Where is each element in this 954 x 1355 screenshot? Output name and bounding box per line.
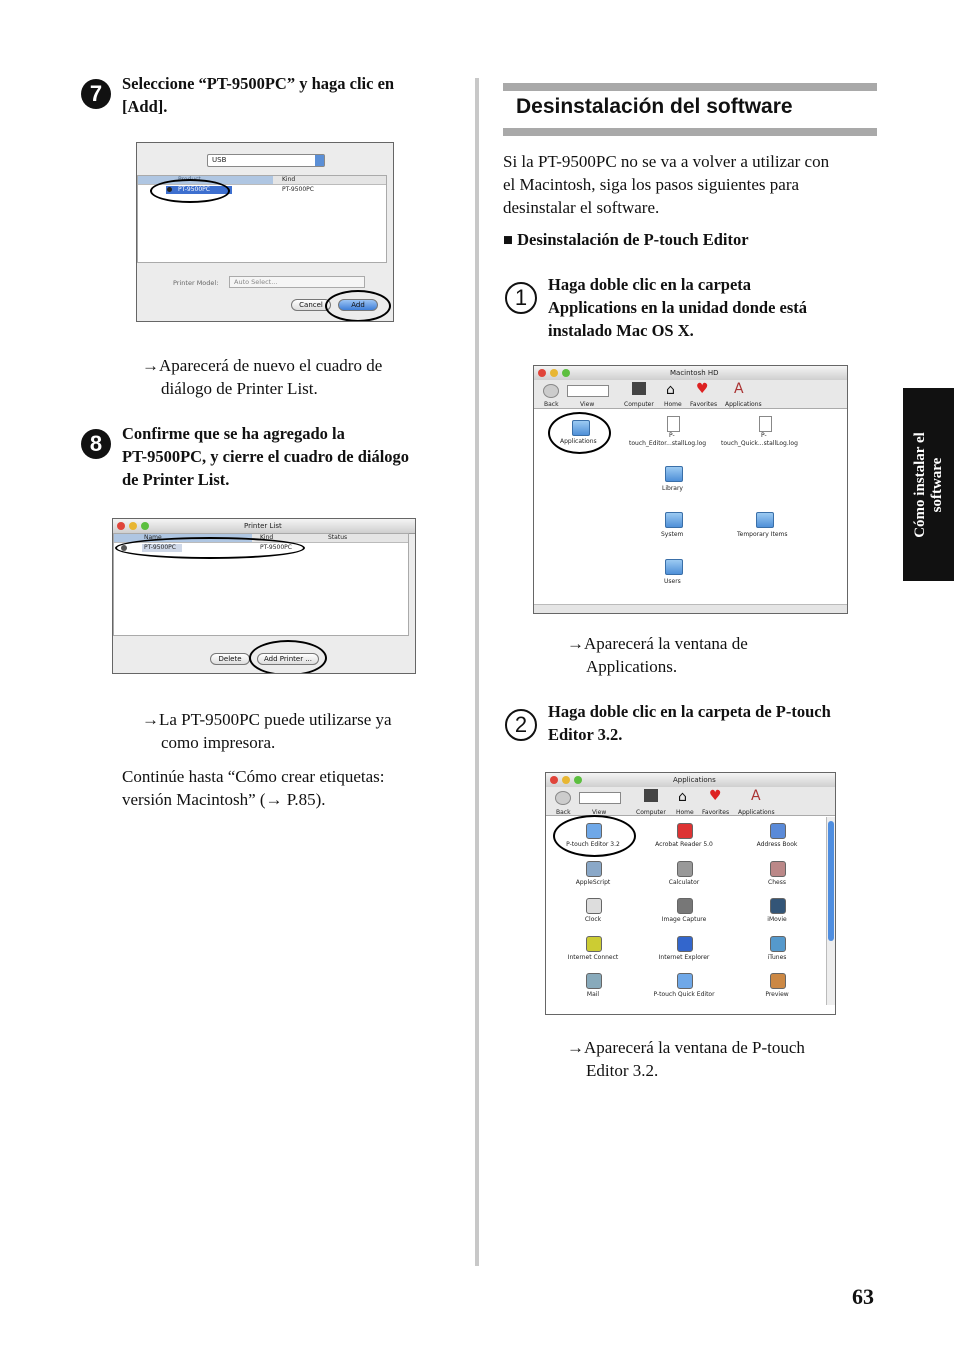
app-icon[interactable] [677, 936, 693, 952]
item-applications: Applications [560, 438, 597, 445]
toolbar-back: Back [544, 401, 559, 408]
window-title: Applications [673, 776, 716, 784]
result-step-7-line-1: →Aparecerá de nuevo el cuadro de [142, 356, 383, 375]
toolbar-home: Home [664, 401, 682, 408]
system-folder-icon[interactable] [665, 512, 683, 528]
highlight-circle-printer [150, 179, 230, 203]
printer-model-value: Auto Select... [234, 278, 278, 286]
favorites-icon[interactable]: ♥ [696, 381, 709, 397]
applications-icon[interactable]: A [734, 381, 744, 397]
close-icon [538, 369, 546, 377]
step-7-number: 7 [81, 79, 111, 109]
result-step-1-line-2: Applications. [586, 657, 678, 676]
app-label: Clock [584, 916, 602, 923]
intro-line-2: el Macintosh, siga los pasos siguientes para [503, 175, 800, 194]
intro-line-3: desinstalar el software. [503, 198, 660, 217]
app-label: P-touch Quick Editor [653, 991, 715, 998]
app-label: Acrobat Reader 5.0 [655, 841, 713, 848]
item-temporary-items: Temporary Items [737, 531, 788, 538]
zoom-icon [574, 776, 582, 784]
printer-model-select[interactable] [229, 276, 365, 288]
connection-dropdown[interactable] [207, 154, 325, 167]
result-step-8-line-2: como impresora. [161, 733, 276, 752]
column-name: Name [144, 534, 162, 541]
app-label: Internet Explorer [658, 954, 710, 961]
app-icon[interactable] [770, 973, 786, 989]
toolbar-computer: Computer [624, 401, 654, 408]
app-icon[interactable] [677, 973, 693, 989]
step-2-text [548, 700, 831, 746]
app-icon[interactable] [586, 861, 602, 877]
app-label: Calculator [668, 879, 700, 886]
cancel-button[interactable]: Cancel [291, 299, 331, 311]
app-label: iMovie [767, 916, 787, 923]
home-icon[interactable]: ⌂ [666, 382, 675, 398]
step-1-text [548, 273, 807, 342]
scrollbar-thumb[interactable] [828, 821, 834, 941]
intro-paragraph [503, 150, 829, 219]
result-step-8-line-1: →La PT-9500PC puede utilizarse ya [142, 710, 392, 729]
computer-icon[interactable] [632, 382, 646, 395]
subheading: ■ Desinstalación de P-touch Editor [503, 230, 749, 249]
column-kind: Kind [260, 534, 274, 541]
app-label: Address Book [756, 841, 798, 848]
row-product: PT-9500PC [178, 186, 210, 193]
printer-model-label: Printer Model: [173, 279, 219, 287]
printer-list-screenshot [112, 518, 416, 674]
step-8-line-2: PT-9500PC, y cierre el cuadro de diálogo [122, 447, 410, 466]
item-library: Library [662, 485, 683, 492]
users-folder-icon[interactable] [665, 559, 683, 575]
step-2-number: 2 [505, 709, 537, 741]
add-button[interactable]: Add [338, 299, 378, 311]
result-step-7 [142, 354, 382, 400]
heading-bottom-bar [503, 128, 877, 136]
temporary-items-folder-icon[interactable] [756, 512, 774, 528]
favorites-icon[interactable]: ♥ [709, 788, 722, 804]
back-icon[interactable] [543, 384, 559, 398]
step-1-line-3: instalado Mac OS X. [548, 321, 694, 340]
app-icon[interactable] [586, 898, 602, 914]
view-buttons-icon[interactable] [579, 792, 621, 804]
app-label: Internet Connect [567, 954, 619, 961]
continue-note [122, 765, 384, 811]
item-log-1-line-1: P- [669, 432, 675, 439]
app-icon[interactable] [770, 823, 786, 839]
highlight-circle-add-printer [249, 640, 327, 674]
result-step-2 [567, 1036, 805, 1082]
connection-dropdown-value: USB [212, 156, 227, 164]
app-label: AppleScript [575, 879, 611, 886]
app-icon[interactable] [770, 936, 786, 952]
step-8-text [122, 422, 409, 491]
close-icon [550, 776, 558, 784]
highlight-circle-printer [115, 537, 305, 559]
log-file-icon[interactable] [667, 416, 680, 432]
side-tab-line-1: Cómo instalar el [911, 431, 928, 538]
computer-icon[interactable] [644, 789, 658, 802]
row-kind: PT-9500PC [260, 544, 292, 551]
status-bar [534, 604, 847, 613]
app-label: Preview [765, 991, 789, 998]
app-icon[interactable] [586, 973, 602, 989]
add-printer-button[interactable]: Add Printer ... [257, 653, 319, 665]
toolbar-applications: Applications [738, 809, 775, 816]
step-8-line-3: de Printer List. [122, 470, 230, 489]
result-step-2-line-2: Editor 3.2. [586, 1061, 659, 1080]
step-2-line-1: Haga doble clic en la carpeta de P-touch [548, 702, 831, 721]
step-8-number: 8 [81, 429, 111, 459]
home-icon[interactable]: ⌂ [678, 789, 687, 805]
applications-icon[interactable]: A [751, 788, 761, 804]
step-7-line-2: [Add]. [122, 97, 168, 116]
continue-note-line-2: versión Macintosh” (→ P.85). [122, 790, 326, 809]
result-step-1 [567, 632, 748, 678]
row-kind: PT-9500PC [282, 186, 314, 193]
add-printer-dialog-screenshot [136, 142, 394, 322]
close-icon [117, 522, 125, 530]
vertical-scrollbar[interactable] [826, 817, 835, 1005]
back-icon[interactable] [555, 791, 571, 805]
view-buttons-icon[interactable] [567, 385, 609, 397]
result-step-2-line-1: →Aparecerá la ventana de P-touch [567, 1038, 805, 1057]
toolbar-computer: Computer [636, 809, 666, 816]
toolbar-view: View [592, 809, 607, 816]
finder-toolbar [546, 787, 835, 816]
app-icon[interactable] [677, 861, 693, 877]
window-title: Macintosh HD [670, 369, 719, 377]
result-step-1-line-1: →Aparecerá la ventana de [567, 634, 748, 653]
page-number: 63 [852, 1284, 874, 1309]
result-step-8 [142, 708, 392, 754]
finder-toolbar [534, 380, 847, 409]
app-icon[interactable] [677, 823, 693, 839]
column-kind: Kind [282, 176, 296, 183]
step-1-line-2: Applications en la unidad donde está [548, 298, 808, 317]
section-heading: Desinstalación del software [516, 95, 793, 118]
step-7-line-1: Seleccione “PT-9500PC” y haga clic en [122, 74, 395, 93]
side-tab-line-2: software [928, 457, 945, 512]
highlight-circle-p-touch-editor [553, 815, 636, 857]
result-step-7-line-2: diálogo de Printer List. [161, 379, 318, 398]
intro-line-1: Si la PT-9500PC no se va a volver a utilizar con [503, 152, 830, 171]
zoom-icon [141, 522, 149, 530]
dropdown-arrows-icon [315, 155, 324, 166]
app-label: iTunes [767, 954, 787, 961]
item-log-2-line-2: touch_Quick...stallLog.log [721, 440, 798, 447]
app-icon[interactable] [770, 861, 786, 877]
item-log-1-line-2: touch_Editor...stallLog.log [629, 440, 707, 447]
app-icon[interactable] [770, 898, 786, 914]
chapter-side-tab-label [912, 432, 946, 538]
row-name: PT-9500PC [144, 544, 176, 551]
app-label: Mail [586, 991, 600, 998]
item-users: Users [664, 578, 681, 585]
item-log-2-line-1: P- [761, 432, 767, 439]
toolbar-favorites: Favorites [702, 809, 730, 816]
step-1-number: 1 [505, 282, 537, 314]
item-system: System [661, 531, 684, 538]
toolbar-favorites: Favorites [690, 401, 718, 408]
step-1-line-1: Haga doble clic en la carpeta [548, 275, 752, 294]
minimize-icon [562, 776, 570, 784]
column-status: Status [328, 534, 348, 541]
app-label: Chess [768, 879, 786, 886]
column-divider [475, 78, 479, 1266]
highlight-circle-applications [548, 412, 611, 454]
delete-button[interactable]: Delete [210, 653, 250, 665]
continue-note-line-1: Continúe hasta “Cómo crear etiquetas: [122, 767, 385, 786]
step-7-text [122, 72, 394, 118]
toolbar-applications: Applications [725, 401, 762, 408]
app-icon[interactable] [677, 898, 693, 914]
minimize-icon [550, 369, 558, 377]
app-icon[interactable] [586, 936, 602, 952]
applications-window-screenshot [545, 772, 836, 1015]
highlight-circle-add [325, 290, 391, 322]
log-file-icon[interactable] [759, 416, 772, 432]
macintosh-hd-window-screenshot [533, 365, 848, 614]
library-folder-icon[interactable] [665, 466, 683, 482]
app-label: Image Capture [661, 916, 707, 923]
window-title: Printer List [244, 522, 282, 530]
toolbar-back: Back [556, 809, 571, 816]
toolbar-home: Home [676, 809, 694, 816]
step-2-line-2: Editor 3.2. [548, 725, 623, 744]
toolbar-view: View [580, 401, 595, 408]
minimize-icon [129, 522, 137, 530]
zoom-icon [562, 369, 570, 377]
app-label: P-touch Editor 3.2 [566, 841, 620, 848]
chapter-side-tab [903, 388, 954, 581]
heading-top-bar [503, 83, 877, 91]
step-8-line-1: Confirme que se ha agregado la [122, 424, 345, 443]
